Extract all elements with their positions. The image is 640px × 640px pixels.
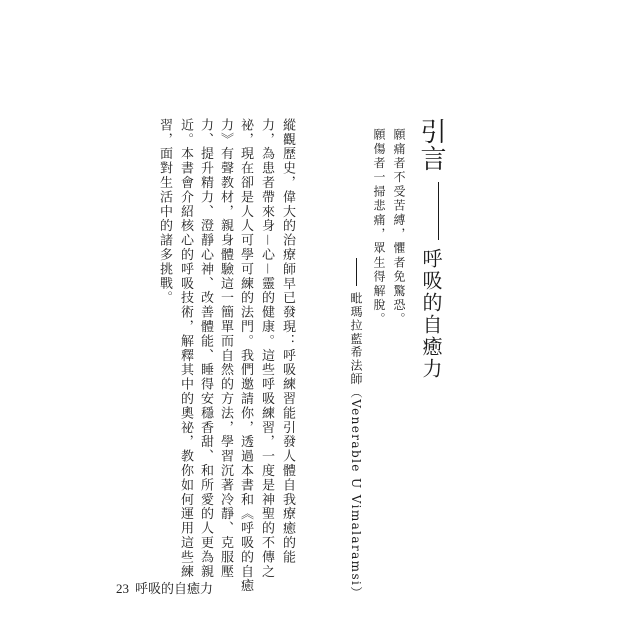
chapter-subtitle: 呼吸的自癒力 bbox=[419, 248, 443, 380]
epigraph-line-1: 願痛者不受苦縛，懼者免驚恐。 bbox=[392, 128, 406, 327]
page-footer bbox=[116, 578, 213, 597]
chapter-heading bbox=[416, 118, 446, 380]
body-line: 力》有聲教材，親身體驗這一簡單而自然的方法，學習沉著冷靜、克服壓 bbox=[218, 118, 233, 579]
page-number: 23 bbox=[116, 581, 129, 596]
body-line: 習，面對生活中的諸多挑戰。 bbox=[157, 118, 172, 306]
body-line: 祕，現在卻是人人可學可練的法門。我們邀請你，透過本書和《呼吸的自癒 bbox=[238, 118, 253, 594]
body-line: 力，為患者帶來身－心－靈的健康。這些呼吸練習，一度是神聖的不傳之 bbox=[259, 118, 274, 579]
chapter-title: 引言 bbox=[416, 118, 446, 172]
epigraph-line-2: 願傷者一掃悲痛，眾生得解脫。 bbox=[372, 128, 386, 327]
body-line: 力、提升精力、澄靜心神、改善體能、睡得安穩香甜、和所愛的人更為親 bbox=[198, 118, 213, 579]
attribution-dash bbox=[356, 258, 357, 286]
heading-dash bbox=[438, 182, 439, 240]
attribution-text: 毗瑪拉藍希法師（Venerable U Vimalaramsi） bbox=[349, 292, 363, 600]
body-line: 縱觀歷史，偉大的治療師早已發現：呼吸練習能引發人體自我療癒的能 bbox=[280, 118, 295, 565]
epigraph-attribution bbox=[348, 258, 365, 600]
running-title: 呼吸的自癒力 bbox=[135, 582, 214, 597]
body-line: 近。本書會介紹核心的呼吸技術，解釋其中的奧祕，教你如何運用這些練 bbox=[178, 118, 193, 579]
